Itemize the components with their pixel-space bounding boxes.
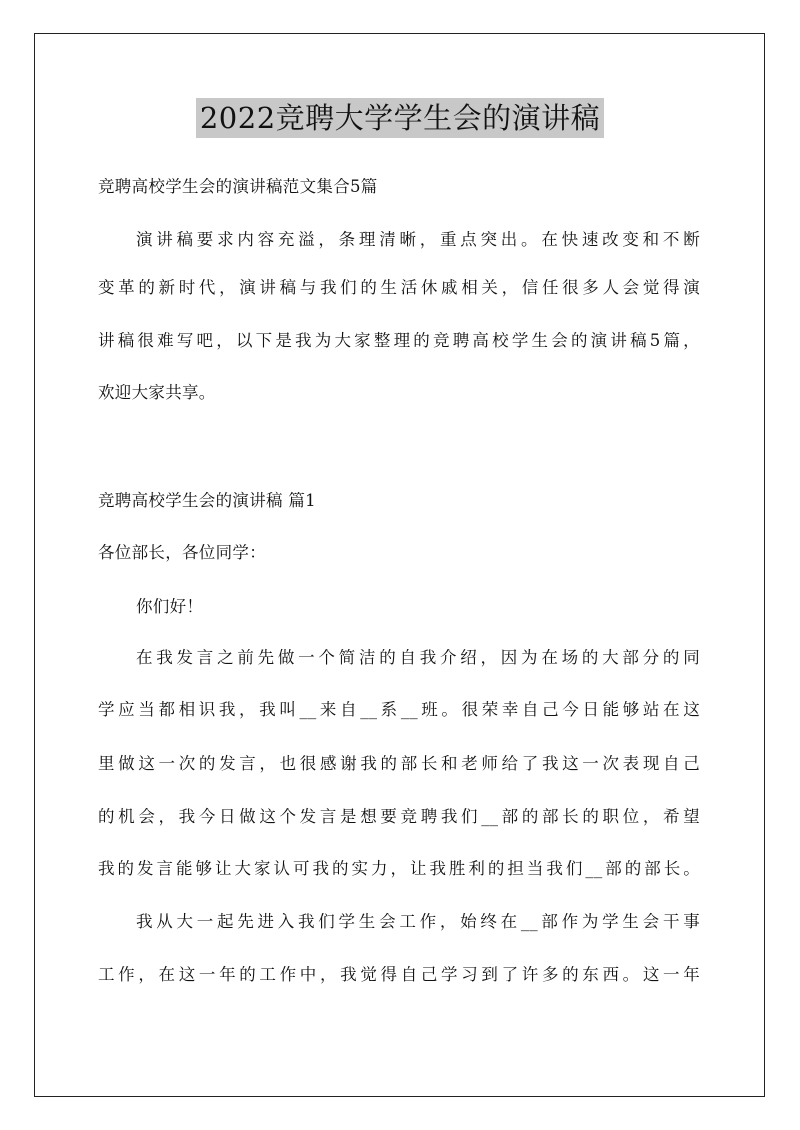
para2-line-2: 工作，在这一年的工作中，我觉得自己学习到了许多的东西。这一年 [98, 965, 700, 984]
intro-line-3: 讲稿很难写吧，以下是我为大家整理的竞聘高校学生会的演讲稿5篇， [98, 331, 700, 350]
title-container [0, 98, 800, 138]
intro-line-4: 欢迎大家共享。 [98, 383, 216, 402]
para1-line-3: 里做这一次的发言，也很感谢我的部长和老师给了我这一次表现自己 [98, 754, 700, 773]
section-heading: 竞聘高校学生会的演讲稿 篇1 [98, 491, 316, 510]
para1-line-4: 的机会，我今日做这个发言是想要竞聘我们__部的部长的职位，希望 [98, 807, 700, 826]
greeting: 你们好！ [136, 597, 204, 616]
para1-line-1: 在我发言之前先做一个简洁的自我介绍，因为在场的大部分的同 [136, 648, 700, 667]
subtitle: 竞聘高校学生会的演讲稿范文集合5篇 [98, 177, 378, 196]
para1-line-5: 我的发言能够让大家认可我的实力，让我胜利的担当我们__部的部长。 [98, 859, 700, 878]
para2-line-1: 我从大一起先进入我们学生会工作，始终在__部作为学生会干事 [136, 912, 700, 931]
intro-line-1: 演讲稿要求内容充溢，条理清晰，重点突出。在快速改变和不断 [136, 230, 700, 249]
para1-line-2: 学应当都相识我，我叫__来自__系__班。很荣幸自己今日能够站在这 [98, 700, 700, 719]
document-title: 2022竞聘大学学生会的演讲稿 [196, 98, 604, 138]
salutation: 各位部长，各位同学： [98, 543, 266, 562]
intro-line-2: 变革的新时代，演讲稿与我们的生活休戚相关，信任很多人会觉得演 [98, 278, 700, 297]
